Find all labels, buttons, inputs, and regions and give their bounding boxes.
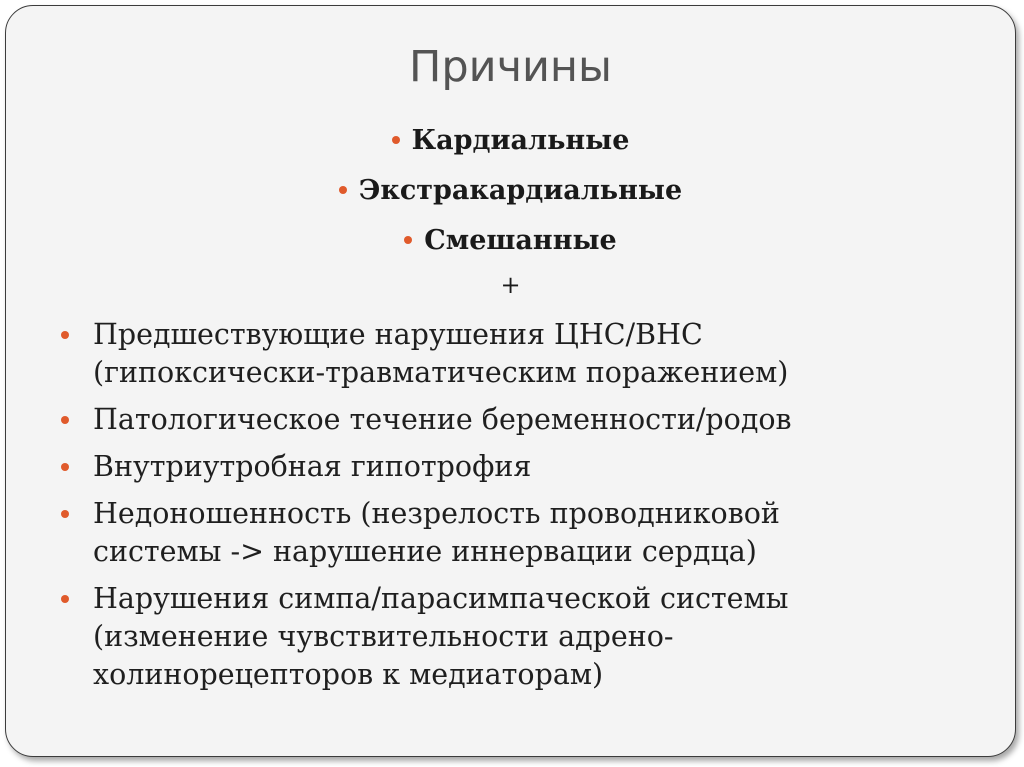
slide-title: Причины bbox=[409, 42, 612, 92]
list-item-line: Патологическое течение беременности/родов bbox=[93, 403, 792, 436]
list-item-mixed bbox=[6, 218, 1015, 268]
bullet-icon bbox=[61, 510, 69, 518]
cause-categories-list bbox=[6, 118, 1015, 268]
list-item-label: Смешанные bbox=[424, 225, 617, 256]
slide bbox=[5, 5, 1016, 757]
list-item-line: Предшествующие нарушения ЦНС/ВНС bbox=[93, 318, 703, 351]
contributing-factors-list bbox=[61, 316, 961, 703]
bullet-icon bbox=[392, 136, 400, 144]
list-item-line: Внутриутробная гипотрофия bbox=[93, 450, 532, 483]
bullet-icon bbox=[61, 463, 69, 471]
bullet-icon bbox=[339, 186, 347, 194]
list-item-label: Кардиальные bbox=[411, 125, 630, 156]
list-item-line: Нарушения симпа/парасимпаческой системы bbox=[93, 582, 789, 615]
list-item bbox=[61, 316, 961, 392]
bullet-icon bbox=[61, 595, 69, 603]
list-item bbox=[61, 401, 961, 439]
list-item bbox=[61, 495, 961, 571]
bullet-icon bbox=[404, 236, 412, 244]
plus-sign: + bbox=[500, 271, 521, 299]
list-item-line: (гипоксически-травматическим поражением) bbox=[93, 356, 789, 389]
list-item-label: Экстракардиальные bbox=[358, 175, 683, 206]
list-item-line: (изменение чувствительности адрено- bbox=[93, 620, 674, 653]
list-item bbox=[61, 448, 961, 486]
bullet-icon bbox=[61, 331, 69, 339]
list-item-cardiac bbox=[6, 118, 1015, 168]
list-item-line: холинорецепторов к медиаторам) bbox=[93, 658, 604, 691]
bullet-icon bbox=[61, 416, 69, 424]
list-item bbox=[61, 580, 961, 694]
list-item-line: системы -> нарушение иннервации сердца) bbox=[93, 535, 757, 568]
list-item-extracardiac bbox=[6, 168, 1015, 218]
list-item-line: Недоношенность (незрелость проводниковой bbox=[93, 497, 780, 530]
